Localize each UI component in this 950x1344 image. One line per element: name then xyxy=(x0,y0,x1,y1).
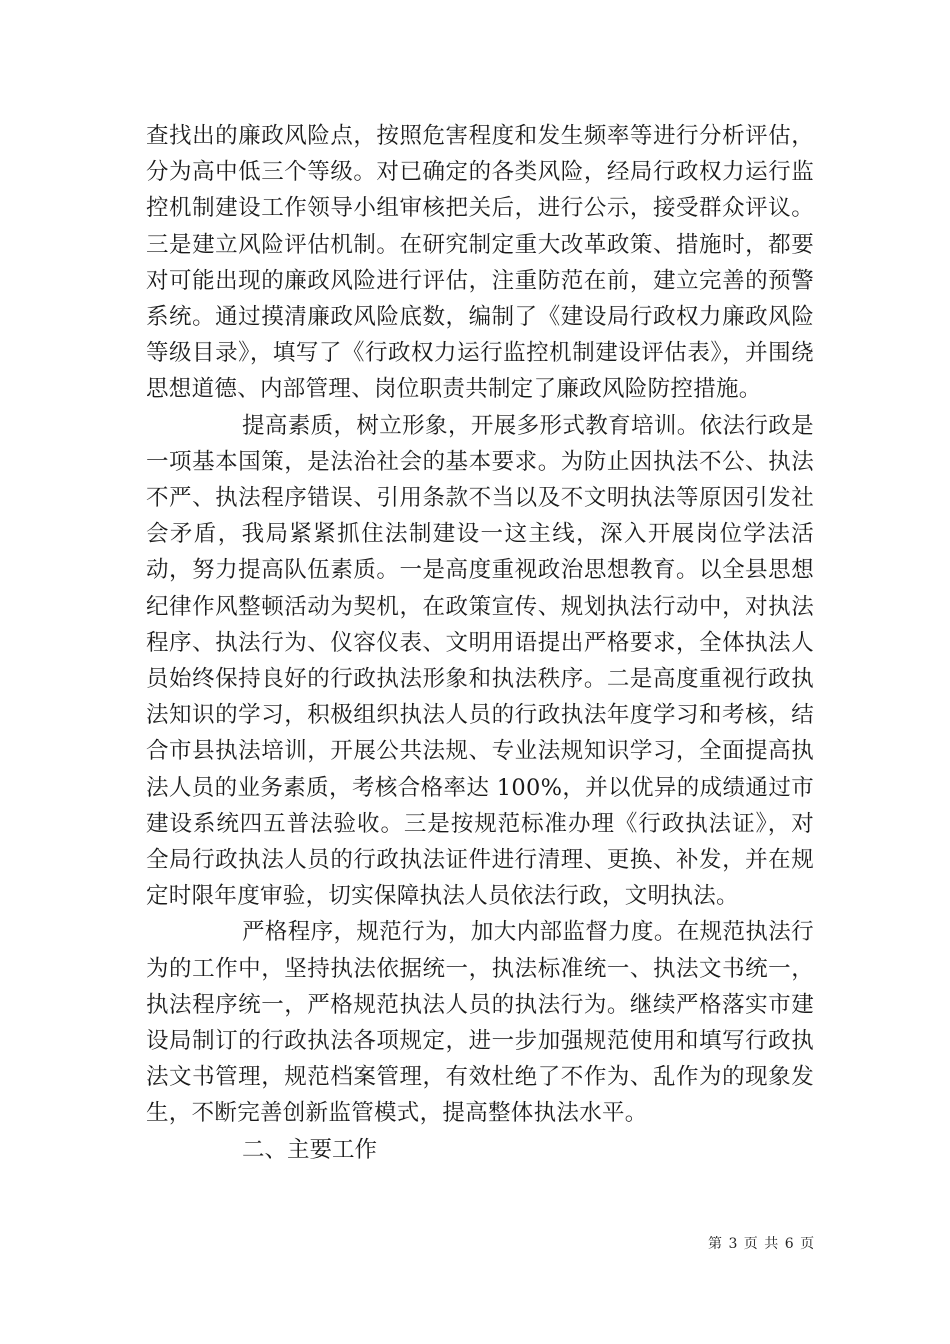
section-heading: 二、主要工作 xyxy=(242,1136,378,1163)
paragraph-risk-assessment: 查找出的廉政风险点，按照危害程度和发生频率等进行分析评估，分为高中低三个等级。对已确定的各类风险，经局行政权力运行监控机制建设工作领导小组审核把关后，进行公示，接受群众评议。三是建立风险评估机制。在研究制定重大改革政策、措施时，都要对可能出现的廉政风险进行评估，注重防范在前，建立完善的预警系统。通过摸清廉政风险底数，编制了《建设局行政权力廉政风险等级目录》，填写了《行政权力运行监控机制建设评估表》，并围绕思想道德、内部管理、岗位职责共制定了廉政风险防控措施。 xyxy=(146,123,814,403)
document-body xyxy=(146,118,814,1168)
paragraph-supervision: 严格程序，规范行为，加大内部监督力度。在规范执法行为的工作中，坚持执法依据统一，执法标准统一、执法文书统一，执法程序统一，严格规范执法人员的执法行为。继续严格落实市建设局制订的行政执法各项规定，进一步加强规范使用和填写行政执法文书管理，规范档案管理，有效杜绝了不作为、乱作为的现象发生，不断完善创新监管模式，提高整体执法水平。 xyxy=(146,919,814,1127)
paragraph-training: 提高素质，树立形象，开展多形式教育培训。依法行政是一项基本国策，是法治社会的基本要求。为防止因执法不公、执法不严、执法程序错误、引用条款不当以及不文明执法等原因引发社会矛盾，我局紧紧抓住法制建设一这主线，深入开展岗位学法活动，努力提高队伍素质。一是高度重视政治思想教育。以全县思想纪律作风整顿活动为契机，在政策宣传、规划执法行动中，对执法程序、执法行为、仪容仪表、文明用语提出严格要求，全体执法人员始终保持良好的行政执法形象和执法秩序。二是高度重视行政执法知识的学习，积极组织执法人员的行政执法年度学习和考核，结合市县执法培训，开展公共法规、专业法规知识学习，全面提高执法人员的业务素质，考核合格率达 100%，并以优异的成绩通过市建设系统四五普法验收。三是按规范标准办理《行政执法证》，对全局行政执法人员的行政执法证件进行清理、更换、补发，并在规定时限年度审验，切实保障执法人员依法行政，文明执法。 xyxy=(146,412,814,910)
page-number-footer: 第 3 页 共 6 页 xyxy=(708,1236,816,1252)
